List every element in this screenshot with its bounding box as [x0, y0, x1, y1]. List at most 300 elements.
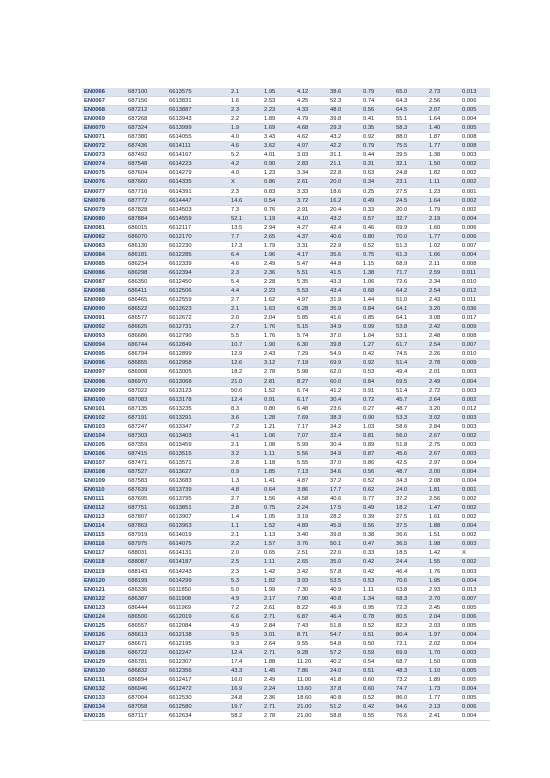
table-cell: 0.86: [361, 458, 394, 467]
table-cell: 1.02: [427, 241, 460, 250]
table-cell: 40.8: [328, 594, 361, 603]
table-cell: 0.007: [460, 241, 490, 250]
table-cell: 31.9: [328, 296, 361, 305]
table-cell: 74.5: [394, 350, 427, 359]
table-cell: 0.002: [460, 178, 490, 187]
table-cell: 6613459: [167, 440, 229, 449]
table-cell: 2.3: [229, 187, 262, 196]
sample-id-cell: EN0096: [82, 359, 126, 368]
table-cell: 0.52: [361, 477, 394, 486]
table-cell: 1.70: [427, 648, 460, 657]
table-cell: 687268: [126, 115, 167, 124]
table-cell: 0.004: [460, 522, 490, 531]
table-cell: 687117: [126, 712, 167, 721]
table-cell: 1.34: [361, 594, 394, 603]
table-cell: 6614111: [167, 142, 229, 151]
table-cell: 6613515: [167, 449, 229, 458]
table-cell: 37.0: [328, 458, 361, 467]
table-cell: 7.30: [295, 585, 328, 594]
table-cell: 0.49: [361, 504, 394, 513]
table-cell: 687212: [126, 106, 167, 115]
table-row: [82, 667, 490, 676]
table-cell: 0.010: [460, 350, 490, 359]
table-cell: 1.66: [427, 250, 460, 259]
table-row: [82, 477, 490, 486]
table-cell: 38.3: [328, 413, 361, 422]
table-row: [82, 531, 490, 540]
table-cell: 0.34: [361, 178, 394, 187]
table-cell: 687492: [126, 151, 167, 160]
table-cell: 68.7: [394, 657, 427, 666]
table-cell: 687583: [126, 477, 167, 486]
table-row: [82, 522, 490, 531]
table-cell: 1.11: [427, 178, 460, 187]
table-cell: 2.49: [262, 259, 295, 268]
table-row: [82, 133, 490, 142]
table-cell: 6.48: [295, 404, 328, 413]
table-cell: 0.017: [460, 314, 490, 323]
table-cell: 0.003: [460, 540, 490, 549]
sample-id-cell: EN0082: [82, 232, 126, 241]
sample-id-cell: EN0132: [82, 685, 126, 694]
table-cell: 34.9: [328, 323, 361, 332]
table-cell: 687548: [126, 160, 167, 169]
table-cell: 687863: [126, 522, 167, 531]
table-cell: 1.89: [427, 676, 460, 685]
table-cell: 45.6: [394, 449, 427, 458]
sample-id-cell: EN0107: [82, 458, 126, 467]
sample-id-cell: EN0121: [82, 585, 126, 594]
table-row: [82, 323, 490, 332]
table-cell: 1.23: [427, 187, 460, 196]
sample-id-cell: EN0108: [82, 467, 126, 476]
table-cell: 6612247: [167, 648, 229, 657]
table-cell: 2.48: [427, 332, 460, 341]
table-cell: 0.84: [361, 305, 394, 314]
table-cell: 2.00: [427, 467, 460, 476]
table-cell: 6612394: [167, 268, 229, 277]
table-cell: 0.004: [460, 630, 490, 639]
table-cell: 5.4: [229, 277, 262, 286]
table-cell: 2.71: [262, 612, 295, 621]
table-cell: 688143: [126, 567, 167, 576]
table-cell: 0.56: [361, 106, 394, 115]
table-cell: 0.53: [361, 368, 394, 377]
table-cell: 0.62: [361, 486, 394, 495]
table-cell: 0.72: [361, 395, 394, 404]
table-cell: 1.89: [262, 115, 295, 124]
table-cell: 2.1: [229, 440, 262, 449]
table-cell: 64.5: [394, 106, 427, 115]
table-cell: 3.40: [295, 531, 328, 540]
table-cell: 2.81: [262, 377, 295, 386]
table-cell: 0.65: [262, 549, 295, 558]
table-cell: 2.49: [262, 676, 295, 685]
table-cell: 2.26: [427, 350, 460, 359]
table-cell: 4.07: [295, 142, 328, 151]
table-cell: 16.9: [229, 685, 262, 694]
table-cell: 0.004: [460, 639, 490, 648]
table-cell: 0.75: [361, 250, 394, 259]
table-cell: 76.6: [394, 712, 427, 721]
table-cell: 6612530: [167, 694, 229, 703]
table-cell: 1.64: [427, 115, 460, 124]
table-cell: 4.9: [229, 594, 262, 603]
table-cell: 16.2: [328, 196, 361, 205]
table-cell: 1.1: [229, 522, 262, 531]
table-cell: 686794: [126, 350, 167, 359]
table-cell: 1.11: [262, 558, 295, 567]
table-cell: 6612450: [167, 277, 229, 286]
table-cell: 40.6: [328, 495, 361, 504]
table-cell: 686234: [126, 259, 167, 268]
table-cell: 687604: [126, 169, 167, 178]
table-cell: 0.38: [361, 531, 394, 540]
table-cell: 0.008: [460, 133, 490, 142]
sample-id-cell: EN0078: [82, 196, 126, 205]
table-row: [82, 250, 490, 259]
table-cell: 2.5: [229, 558, 262, 567]
table-cell: 72.6: [394, 277, 427, 286]
table-cell: 6612019: [167, 612, 229, 621]
table-cell: 0.9: [229, 467, 262, 476]
table-cell: 6614243: [167, 567, 229, 576]
table-cell: 62.0: [328, 368, 361, 377]
table-cell: 686625: [126, 323, 167, 332]
table-cell: 48.7: [394, 404, 427, 413]
table-cell: 1.23: [262, 169, 295, 178]
table-cell: 0.008: [460, 332, 490, 341]
table-row: [82, 241, 490, 250]
table-cell: 0.002: [460, 531, 490, 540]
table-cell: 4.33: [295, 106, 328, 115]
table-cell: 0.27: [361, 404, 394, 413]
table-cell: 6614055: [167, 133, 229, 142]
table-cell: 5.56: [295, 449, 328, 458]
table-cell: 687660: [126, 178, 167, 187]
sample-id-cell: EN0128: [82, 648, 126, 657]
table-cell: 686855: [126, 359, 167, 368]
table-row: [82, 115, 490, 124]
table-cell: 0.91: [361, 386, 394, 395]
table-cell: 2.13: [427, 703, 460, 712]
sample-id-cell: EN0079: [82, 205, 126, 214]
table-cell: 2.36: [262, 694, 295, 703]
table-cell: 687247: [126, 422, 167, 431]
table-cell: 687058: [126, 703, 167, 712]
table-cell: 0.004: [460, 115, 490, 124]
table-cell: 0.68: [361, 287, 394, 296]
table-cell: 687100: [126, 88, 167, 97]
table-cell: 0.008: [460, 657, 490, 666]
table-cell: 1.03: [361, 422, 394, 431]
table-cell: 1.05: [262, 513, 295, 522]
table-cell: 0.33: [361, 549, 394, 558]
table-cell: 18.6: [328, 187, 361, 196]
table-cell: 688031: [126, 549, 167, 558]
table-cell: 43.2: [328, 133, 361, 142]
table-cell: 2.83: [295, 160, 328, 169]
table-cell: 3.03: [295, 151, 328, 160]
sample-id-cell: EN0131: [82, 676, 126, 685]
table-cell: 0.002: [460, 495, 490, 504]
sample-id-cell: EN0118: [82, 558, 126, 567]
table-cell: 30.4: [328, 395, 361, 404]
table-cell: 10.7: [229, 341, 262, 350]
table-cell: 1.76: [427, 567, 460, 576]
table-row: [82, 232, 490, 241]
sample-id-cell: EN0088: [82, 287, 126, 296]
table-cell: 0.42: [361, 350, 394, 359]
table-row: [82, 567, 490, 576]
table-cell: 5.15: [295, 323, 328, 332]
table-cell: 0.010: [460, 277, 490, 286]
table-cell: 51.4: [394, 386, 427, 395]
sample-id-cell: EN0068: [82, 106, 126, 115]
table-cell: 46.4: [328, 612, 361, 621]
data-table: [82, 88, 490, 721]
table-row: [82, 368, 490, 377]
table-row: [82, 341, 490, 350]
table-cell: 52.3: [328, 97, 361, 106]
table-cell: 0.007: [460, 594, 490, 603]
table-cell: 61.3: [394, 250, 427, 259]
table-cell: 0.80: [361, 232, 394, 241]
table-cell: 48.0: [328, 106, 361, 115]
table-cell: 686070: [126, 232, 167, 241]
table-cell: 1.40: [427, 124, 460, 133]
table-cell: 24.8: [229, 694, 262, 703]
table-cell: 64.2: [394, 287, 427, 296]
table-cell: 1.11: [262, 449, 295, 458]
table-cell: 687772: [126, 196, 167, 205]
table-cell: 6613831: [167, 97, 229, 106]
table-cell: 1.88: [262, 657, 295, 666]
table-cell: 71.7: [394, 268, 427, 277]
sample-id-cell: EN0102: [82, 413, 126, 422]
table-cell: 687156: [126, 97, 167, 106]
table-cell: 8.3: [229, 404, 262, 413]
table-cell: 2.65: [295, 558, 328, 567]
sample-id-cell: EN0103: [82, 422, 126, 431]
table-row: [82, 359, 490, 368]
table-cell: 687527: [126, 467, 167, 476]
table-cell: 0.92: [361, 359, 394, 368]
table-cell: 0.76: [262, 205, 295, 214]
table-cell: 2.75: [427, 440, 460, 449]
table-cell: 80.5: [394, 612, 427, 621]
table-cell: 2.56: [427, 495, 460, 504]
table-cell: 52.1: [229, 214, 262, 223]
table-cell: 0.004: [460, 467, 490, 476]
table-cell: 687975: [126, 540, 167, 549]
table-cell: 1.50: [427, 160, 460, 169]
table-cell: 0.95: [361, 603, 394, 612]
table-cell: 2.04: [262, 314, 295, 323]
table-cell: 0.004: [460, 377, 490, 386]
sample-id-cell: EN0083: [82, 241, 126, 250]
table-cell: 1.15: [361, 259, 394, 268]
table-cell: 0.46: [361, 223, 394, 232]
table-cell: 23.6: [328, 404, 361, 413]
table-cell: 7.29: [295, 350, 328, 359]
table-row: [82, 458, 490, 467]
table-cell: 0.83: [262, 187, 295, 196]
table-cell: 6611969: [167, 603, 229, 612]
table-row: [82, 268, 490, 277]
table-cell: 2.8: [229, 458, 262, 467]
sample-id-cell: EN0117: [82, 549, 126, 558]
sample-id-cell: EN0072: [82, 142, 126, 151]
table-cell: 42.5: [394, 458, 427, 467]
sample-id-cell: EN0090: [82, 305, 126, 314]
table-cell: 0.56: [361, 467, 394, 476]
table-cell: 6613123: [167, 386, 229, 395]
table-cell: 2.43: [262, 350, 295, 359]
table-cell: 6614391: [167, 187, 229, 196]
table-cell: 75.5: [394, 142, 427, 151]
table-cell: 1.77: [427, 694, 460, 703]
sample-id-cell: EN0111: [82, 495, 126, 504]
table-cell: 6.30: [295, 341, 328, 350]
table-cell: 686522: [126, 305, 167, 314]
sample-id-cell: EN0095: [82, 350, 126, 359]
table-cell: 0.79: [361, 142, 394, 151]
table-cell: 6613683: [167, 477, 229, 486]
table-cell: 686946: [126, 685, 167, 694]
table-cell: 1.77: [427, 142, 460, 151]
table-cell: 686722: [126, 648, 167, 657]
table-cell: 688199: [126, 576, 167, 585]
table-cell: 3.31: [295, 241, 328, 250]
table-row: [82, 594, 490, 603]
table-cell: 2.23: [262, 287, 295, 296]
table-cell: 2.3: [229, 268, 262, 277]
table-cell: 5.5: [229, 332, 262, 341]
table-row: [82, 88, 490, 97]
table-cell: 3.76: [295, 540, 328, 549]
table-cell: 2.3: [229, 106, 262, 115]
table-cell: 37.2: [394, 495, 427, 504]
table-cell: 2.41: [427, 712, 460, 721]
table-cell: 0.004: [460, 477, 490, 486]
table-cell: 2.19: [427, 214, 460, 223]
table-cell: 45.7: [394, 395, 427, 404]
table-cell: 6.4: [229, 250, 262, 259]
table-cell: 3.43: [262, 133, 295, 142]
table-row: [82, 259, 490, 268]
table-cell: 4.0: [229, 169, 262, 178]
table-cell: 1.99: [262, 585, 295, 594]
table-cell: 686500: [126, 612, 167, 621]
table-cell: 0.74: [361, 97, 394, 106]
table-cell: 1.06: [361, 277, 394, 286]
table-cell: 686908: [126, 368, 167, 377]
table-cell: 4.79: [295, 115, 328, 124]
table-cell: 0.56: [361, 522, 394, 531]
table-cell: 0.003: [460, 440, 490, 449]
table-cell: 7.90: [295, 594, 328, 603]
table-cell: 31.1: [328, 151, 361, 160]
table-cell: 0.002: [460, 196, 490, 205]
sample-id-cell: EN0074: [82, 160, 126, 169]
table-cell: 686350: [126, 277, 167, 286]
table-cell: 2.54: [427, 287, 460, 296]
table-cell: 39.5: [394, 151, 427, 160]
table-cell: 20.4: [328, 205, 361, 214]
table-cell: 21.0: [229, 377, 262, 386]
table-cell: 19.7: [229, 703, 262, 712]
table-cell: 2.84: [427, 422, 460, 431]
table-cell: 34.9: [328, 449, 361, 458]
table-cell: 32.4: [328, 431, 361, 440]
table-cell: 1.50: [427, 657, 460, 666]
table-cell: 2.71: [262, 703, 295, 712]
table-row: [82, 585, 490, 594]
table-cell: 0.005: [460, 621, 490, 630]
table-cell: 6613571: [167, 458, 229, 467]
table-cell: 0.003: [460, 422, 490, 431]
table-cell: 1.95: [262, 88, 295, 97]
table-cell: 2.24: [295, 504, 328, 513]
table-cell: 58.6: [394, 422, 427, 431]
table-row: [82, 151, 490, 160]
table-cell: 39.8: [328, 341, 361, 350]
table-row: [82, 603, 490, 612]
sample-id-cell: EN0075: [82, 169, 126, 178]
table-cell: 6614131: [167, 549, 229, 558]
table-row: [82, 178, 490, 187]
table-cell: 6613575: [167, 88, 229, 97]
table-row: [82, 404, 490, 413]
table-cell: 686970: [126, 377, 167, 386]
table-cell: 4.25: [295, 97, 328, 106]
table-cell: 21.00: [295, 703, 328, 712]
table-cell: 0.52: [361, 621, 394, 630]
table-cell: 6612417: [167, 676, 229, 685]
table-cell: 57.2: [328, 648, 361, 657]
table-cell: 6613943: [167, 115, 229, 124]
table-cell: 0.004: [460, 712, 490, 721]
table-cell: 6612356: [167, 667, 229, 676]
table-cell: 1.87: [427, 133, 460, 142]
table-row: [82, 314, 490, 323]
table-cell: 0.002: [460, 513, 490, 522]
table-row: [82, 467, 490, 476]
table-cell: 43.3: [328, 277, 361, 286]
table-cell: 6.17: [295, 395, 328, 404]
table-cell: 2.67: [427, 431, 460, 440]
table-cell: 0.004: [460, 685, 490, 694]
table-cell: 18.5: [394, 549, 427, 558]
table-cell: 6612731: [167, 323, 229, 332]
table-cell: 3.19: [295, 513, 328, 522]
table-cell: 8.22: [295, 603, 328, 612]
table-cell: 686557: [126, 621, 167, 630]
table-cell: 82.3: [394, 621, 427, 630]
table-cell: 6614187: [167, 558, 229, 567]
table-cell: 80.4: [394, 630, 427, 639]
table-cell: 2.8: [229, 504, 262, 513]
table-cell: 6.87: [295, 612, 328, 621]
table-cell: 6613887: [167, 106, 229, 115]
sample-id-cell: EN0125: [82, 621, 126, 630]
table-cell: 58.8: [328, 712, 361, 721]
table-cell: 2.53: [262, 97, 295, 106]
table-cell: 4.2: [229, 160, 262, 169]
table-row: [82, 395, 490, 404]
table-cell: 6614075: [167, 540, 229, 549]
